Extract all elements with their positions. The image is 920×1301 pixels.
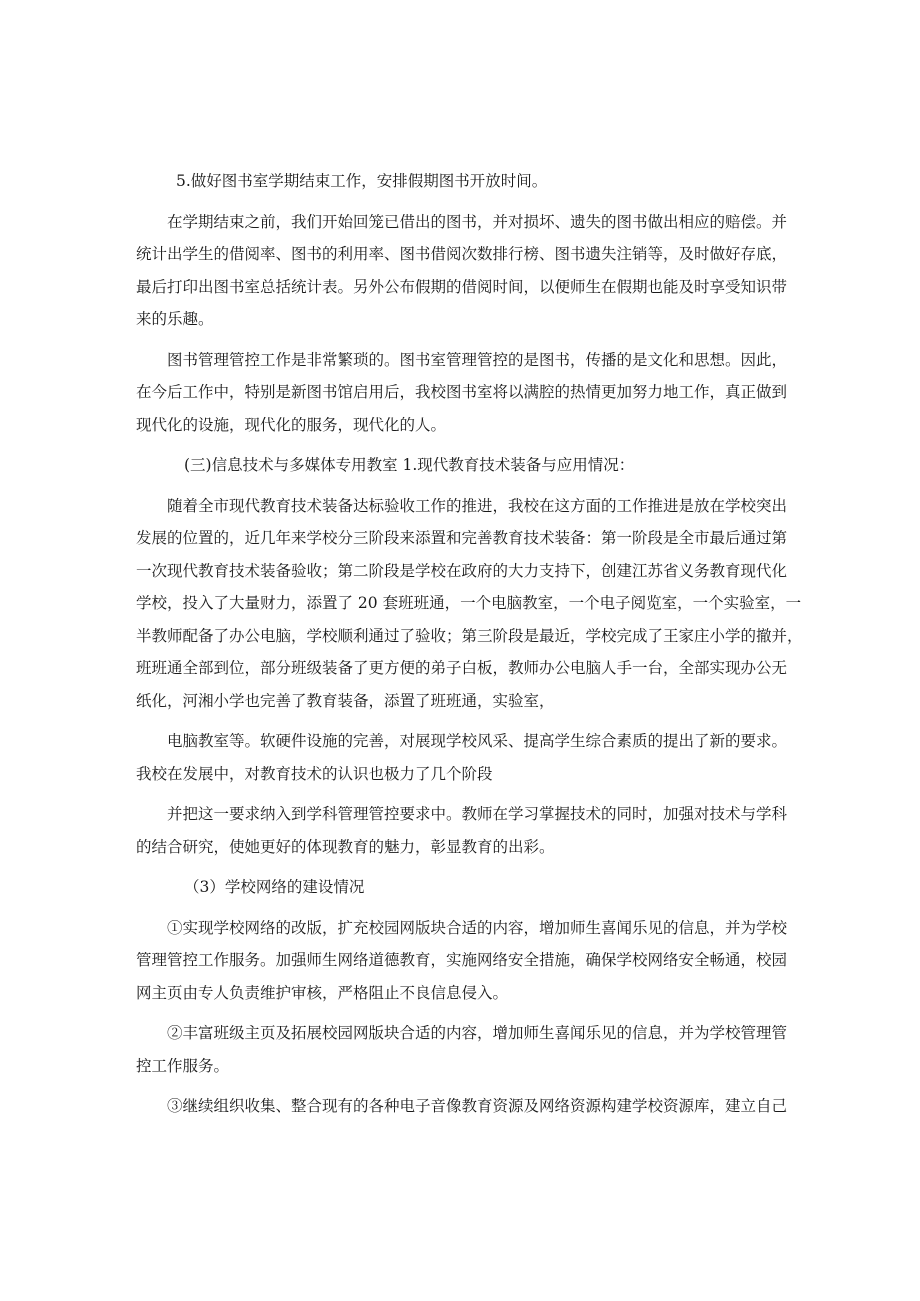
text-line: 5.做好图书室学期结束工作，安排假期图书开放时间。 [176, 172, 548, 190]
text-line: 在学期结束之前，我们开始回笼已借出的图书，并对损坏、遗失的图书做出相应的赔偿。并 [136, 212, 788, 231]
text-line: 半教师配备了办公电脑，学校顺利通过了验收；第三阶段是最近，学校完成了王家庄小学的撤并， [136, 626, 803, 645]
text-line: 网主页由专人负责维护审核，严格阻止不良信息侵入。 [136, 983, 509, 1002]
paragraph [136, 1017, 796, 1082]
paragraph [136, 725, 796, 790]
text-line: 控工作服务。 [136, 1056, 230, 1075]
paragraph [136, 798, 796, 863]
text-line: 班班通全部到位，部分班级装备了更方便的弟子白板，教师办公电脑人手一台，全部实现办公无 [136, 659, 788, 677]
text-line: ③继续组织收集、整合现有的各种电子音像教育资源及网络资源构建学校资源库，建立自己 [136, 1097, 788, 1115]
text-line: 我校在发展中，对教育技术的认识也极力了几个阶段 [136, 764, 493, 783]
text-line: （3）学校网络的建设情况 [184, 878, 365, 896]
text-line: 发展的位置的，近几年来学校分三阶段来添置和完善教育技术装备：第一阶段是全市最后通过第 [136, 529, 788, 547]
paragraph [136, 344, 796, 442]
text-line: 管理管控工作服务。加强师生网络道德教育，实施网络安全措施，确保学校网络安全畅通，校园 [136, 951, 788, 969]
paragraph [136, 490, 803, 718]
text-line: 的结合研究，使她更好的体现教育的魅力，彰显教育的出彩。 [136, 837, 555, 856]
text-line: 随着全市现代教育技术装备达标验收工作的推进，我校在这方面的工作推进是放在学校突出 [136, 496, 788, 515]
text-line: 电脑教室等。软硬件设施的完善，对展现学校风采、提高学生综合素质的提出了新的要求。 [136, 732, 788, 750]
text-line: 学校，投入了大量财力，添置了 20 套班班通，一个电脑教室，一个电子阅览室，一个实验室，一 [136, 594, 802, 612]
document-body [136, 165, 803, 1123]
paragraph [136, 912, 796, 1010]
text-line: 统计出学生的借阅率、图书的利用率、图书借阅次数排行榜、图书遗失注销等，及时做好存底， [136, 245, 788, 263]
text-line: 并把这一要求纳入到学科管理管控要求中。教师在学习掌握技术的同时，加强对技术与学科 [136, 805, 788, 823]
text-line: 一次现代教育技术装备验收；第二阶段是学校在政府的大力支持下，创建江苏省义务教育现代化 [136, 561, 788, 580]
text-line: 最后打印出图书室总括统计表。另外公布假期的借阅时间，以便师生在假期也能及时享受知识带 [136, 277, 788, 296]
text-line: (三)信息技术与多媒体专用教室 1.现代教育技术装备与应用情况： [184, 456, 635, 474]
text-line: 来的乐趣。 [136, 310, 214, 328]
text-line: 现代化的设施，现代化的服务，现代化的人。 [136, 415, 447, 434]
paragraph [136, 206, 796, 336]
paragraph [136, 1090, 796, 1123]
text-line: ②丰富班级主页及拓展校园网版块合适的内容，增加师生喜闻乐见的信息，并为学校管理管 [136, 1024, 788, 1042]
paragraph [136, 449, 796, 482]
text-line: ①实现学校网络的改版，扩充校园网版块合适的内容，增加师生喜闻乐见的信息，并为学校 [136, 918, 788, 937]
text-line: 图书管理管控工作是非常繁琐的。图书室管理管控的是图书，传播的是文化和思想。因此， [136, 350, 788, 369]
text-line: 在今后工作中，特别是新图书馆启用后，我校图书室将以满腔的热情更加努力地工作，真正做到 [136, 383, 788, 401]
paragraph [136, 871, 796, 904]
text-line: 纸化，河湘小学也完善了教育装备，添置了班班通，实验室， [136, 691, 555, 710]
paragraph [136, 165, 796, 198]
